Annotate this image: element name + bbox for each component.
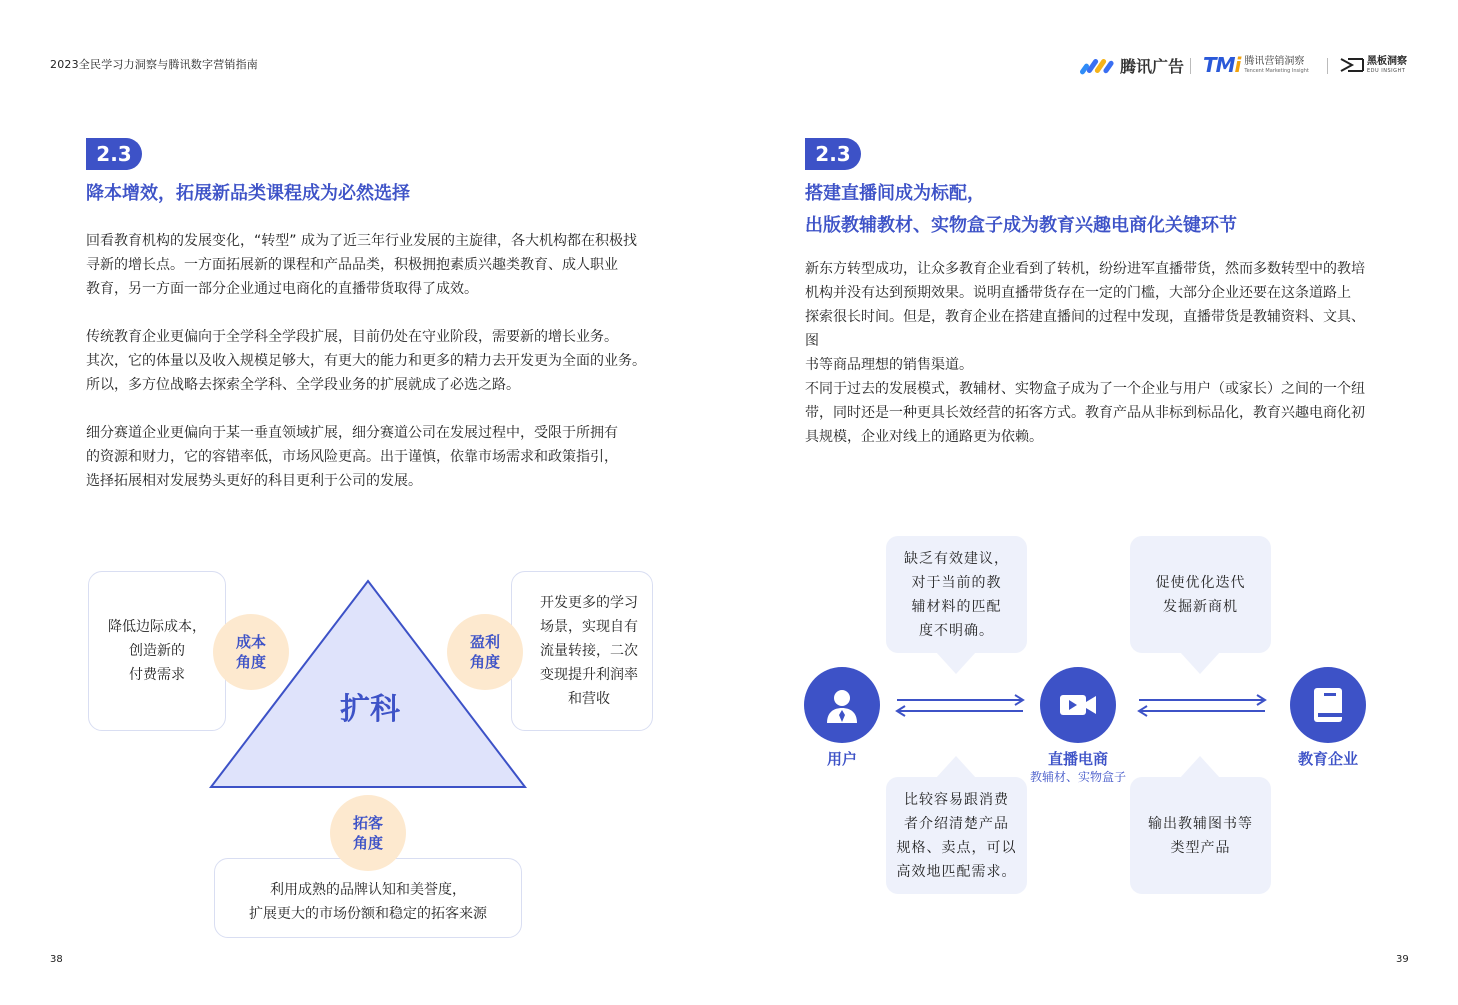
logo-divider <box>1327 58 1328 74</box>
live-commerce-label: 直播电商 <box>1047 750 1108 768</box>
tencent-ads-text: 腾讯广告 <box>1120 56 1185 76</box>
book-icon <box>1310 685 1346 725</box>
section-heading: 降本增效，拓展新品类课程成为必然选择 <box>86 183 410 204</box>
cost-card: 降低边际成本， 创造新的 付费需求 <box>88 571 226 731</box>
tmi-en-text: Tencent Marketing Insight <box>1244 67 1309 74</box>
section-badge: 2.3 <box>805 138 861 170</box>
tencent-ads-mark-icon <box>1080 54 1116 76</box>
section-heading: 搭建直播间成为标配， 出版教辅教材、实物盒子成为教育兴趣电商化关键环节 <box>805 183 1237 236</box>
bubble-pointer <box>1180 756 1220 778</box>
live-commerce-node <box>1040 667 1116 743</box>
acquire-angle-circle: 拓客 角度 <box>330 795 406 871</box>
education-company-label: 教育企业 <box>1297 750 1358 768</box>
arrows-live-edu <box>1135 693 1269 717</box>
cost-angle-circle: 成本 角度 <box>213 614 289 690</box>
edu-cn-text: 黑板洞察 <box>1367 55 1407 67</box>
bubble-output: 输出教辅图书等 类型产品 <box>1130 777 1271 894</box>
paragraph: 不同于过去的发展模式，教辅材、实物盒子成为了一个企业与用户（或家长）之间的一个纽 带，同时还是一种更具长效经营的拓客方式。教育产品从非标到标品化，教育兴趣电商化初 具规模，企业对线上的通路更为依赖。 <box>805 381 1365 445</box>
profit-angle-circle: 盈利 角度 <box>447 614 523 690</box>
bubble-innovation: 促使优化迭代 发掘新商机 <box>1130 536 1271 653</box>
education-company-node <box>1290 667 1366 743</box>
page-number: 38 <box>50 954 63 965</box>
paragraph: 细分赛道企业更偏向于某一垂直领域扩展，细分赛道公司在发展过程中，受限于所拥有 的资源和财力，它的容错率低，市场风险更高。出于谨慎，依靠市场需求和政策指引， 选择拓展相对发展势头更好的科目更利于公司的发展。 <box>86 425 618 489</box>
acquire-card: 利用成熟的品牌认知和美誉度， 扩展更大的市场份额和稳定的拓客来源 <box>214 858 522 938</box>
user-node <box>804 667 880 743</box>
triangle-center-label: 扩科 <box>340 692 400 727</box>
bubble-pointer <box>936 652 976 674</box>
tmi-mark: TMi <box>1203 53 1241 77</box>
user-icon <box>822 685 862 725</box>
paragraph: 回看教育机构的发展变化，“转型” 成为了近三年行业发展的主旋律，各大机构都在积极找 寻新的增长点。一方面拓展新的课程和产品品类，积极拥抱素质兴趣类教育、成人职业 教育，另一方面一部分企业通过电商化的直播带货取得了成效。 <box>86 233 637 297</box>
bubble-pointer <box>936 756 976 778</box>
tencent-ads-logo <box>1080 52 1184 78</box>
paragraph: 新东方转型成功，让众多教育企业看到了转机，纷纷进军直播带货，然而多数转型中的教培 机构并没有达到预期效果。说明直播带货存在一定的门槛，大部分企业还要在这条道路上 探索很长时间。但是，教育企业在搭建直播间的过程中发现，直播带货是教辅资料、文具、图 书等商品理想的销售渠道。 <box>805 261 1365 373</box>
arrows-user-live <box>893 693 1027 717</box>
edu-insight-logo <box>1340 52 1407 78</box>
bubble-pointer <box>1180 652 1220 674</box>
live-commerce-sublabel: 教辅材、实物盒子 <box>1029 770 1126 784</box>
tmi-logo <box>1203 52 1309 78</box>
profit-card: 开发更多的学习 场景，实现自有 流量转接，二次 变现提升利润率 和营收 <box>511 571 653 731</box>
document-title: 2023全民学习力洞察与腾讯数字营销指南 <box>50 58 258 71</box>
page-number: 39 <box>1396 954 1409 965</box>
edu-insight-mark-icon <box>1340 57 1364 73</box>
bubble-feedback: 缺乏有效建议， 对于当前的教 辅材料的匹配 度不明确。 <box>886 536 1027 653</box>
logo-divider <box>1190 58 1191 74</box>
video-camera-icon <box>1058 689 1098 721</box>
user-label: 用户 <box>826 750 857 768</box>
paragraph: 传统教育企业更偏向于全学科全学段扩展，目前仍处在守业阶段，需要新的增长业务。 其次，它的体量以及收入规模足够大，有更大的能力和更多的精力去开发更为全面的业务。 所以，多方位战略去探索全学科、全学段业务的扩展就成了必选之路。 <box>86 329 646 393</box>
bubble-introduce: 比较容易跟消费 者介绍清楚产品 规格、卖点，可以 高效地匹配需求。 <box>886 777 1027 894</box>
edu-en-text: EDU INSIGHT <box>1367 67 1406 74</box>
tmi-cn-text: 腾讯营销洞察 <box>1244 55 1305 67</box>
section-badge: 2.3 <box>86 138 142 170</box>
